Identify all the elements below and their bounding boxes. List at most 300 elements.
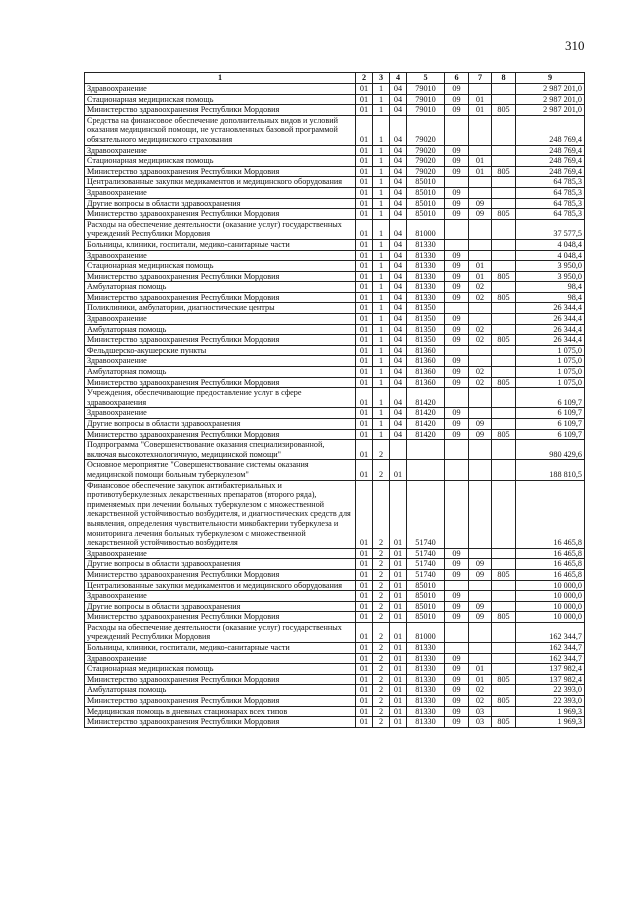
row-name-cell: Медицинская помощь в дневных стационарах всех типов (85, 706, 356, 717)
row-name-cell: Стационарная медицинская помощь (85, 261, 356, 272)
code-section-cell: 09 (445, 314, 469, 325)
code-section-cell: 09 (445, 105, 469, 116)
code-ministry-cell (492, 356, 516, 367)
code-ministry-cell (492, 653, 516, 664)
code-ministry-cell (492, 219, 516, 239)
amount-cell: 4 048,4 (516, 250, 585, 261)
table-row (85, 408, 585, 419)
table-row (85, 166, 585, 177)
code-direction-cell: 81420 (407, 388, 445, 408)
code-activity-cell: 01 (390, 685, 407, 696)
code-section-cell: 09 (445, 419, 469, 430)
code-ministry-cell (492, 580, 516, 591)
code-program-cell: 01 (356, 548, 373, 559)
code-subsection-cell: 09 (469, 569, 492, 580)
table-row (85, 674, 585, 685)
code-subsection-cell: 09 (469, 209, 492, 220)
code-activity-cell: 01 (390, 664, 407, 675)
code-ministry-cell (492, 115, 516, 145)
code-subsection-cell (469, 480, 492, 548)
code-program-cell: 01 (356, 198, 373, 209)
code-activity-cell: 04 (390, 166, 407, 177)
column-header: 9 (516, 73, 585, 84)
code-direction-cell: 81350 (407, 324, 445, 335)
code-direction-cell: 51740 (407, 569, 445, 580)
code-ministry-cell (492, 706, 516, 717)
code-direction-cell: 51740 (407, 548, 445, 559)
code-ministry-cell: 805 (492, 377, 516, 388)
code-ministry-cell (492, 388, 516, 408)
table-row (85, 94, 585, 105)
code-subprogram-cell: 2 (373, 601, 390, 612)
code-subprogram-cell: 2 (373, 664, 390, 675)
code-subprogram-cell: 2 (373, 674, 390, 685)
code-subprogram-cell: 2 (373, 706, 390, 717)
code-ministry-cell: 805 (492, 696, 516, 707)
code-activity-cell: 04 (390, 250, 407, 261)
amount-cell: 980 429,6 (516, 440, 585, 460)
code-subprogram-cell: 1 (373, 271, 390, 282)
code-ministry-cell (492, 324, 516, 335)
code-section-cell: 09 (445, 559, 469, 570)
code-subprogram-cell: 1 (373, 105, 390, 116)
code-program-cell: 01 (356, 388, 373, 408)
code-subprogram-cell: 1 (373, 166, 390, 177)
amount-cell: 16 465,8 (516, 548, 585, 559)
code-direction-cell: 79020 (407, 115, 445, 145)
code-program-cell: 01 (356, 643, 373, 654)
code-subprogram-cell: 1 (373, 324, 390, 335)
code-section-cell: 09 (445, 209, 469, 220)
code-direction-cell: 85010 (407, 580, 445, 591)
row-name-cell: Амбулаторная помощь (85, 367, 356, 378)
amount-cell: 188 810,5 (516, 460, 585, 480)
code-activity-cell: 04 (390, 367, 407, 378)
code-ministry-cell (492, 601, 516, 612)
code-ministry-cell (492, 408, 516, 419)
code-ministry-cell (492, 303, 516, 314)
table-body (85, 84, 585, 728)
amount-cell: 6 109,7 (516, 419, 585, 430)
row-name-cell: Министерство здравоохранения Республики Мордовия (85, 105, 356, 116)
code-activity-cell (390, 440, 407, 460)
code-ministry-cell (492, 460, 516, 480)
code-subsection-cell: 09 (469, 419, 492, 430)
code-direction-cell: 81350 (407, 303, 445, 314)
code-subprogram-cell: 1 (373, 156, 390, 167)
code-section-cell: 09 (445, 408, 469, 419)
code-section-cell: 09 (445, 367, 469, 378)
code-program-cell: 01 (356, 84, 373, 95)
code-section-cell: 09 (445, 601, 469, 612)
row-name-cell: Амбулаторная помощь (85, 282, 356, 293)
code-program-cell: 01 (356, 239, 373, 250)
code-subsection-cell: 01 (469, 166, 492, 177)
amount-cell: 137 982,4 (516, 674, 585, 685)
code-program-cell: 01 (356, 429, 373, 440)
row-name-cell: Стационарная медицинская помощь (85, 156, 356, 167)
code-subsection-cell: 01 (469, 105, 492, 116)
code-section-cell: 09 (445, 94, 469, 105)
column-header: 6 (445, 73, 469, 84)
code-program-cell: 01 (356, 145, 373, 156)
amount-cell: 4 048,4 (516, 239, 585, 250)
table-row (85, 388, 585, 408)
table-row (85, 580, 585, 591)
code-subprogram-cell: 1 (373, 115, 390, 145)
table-row (85, 377, 585, 388)
code-subprogram-cell: 1 (373, 261, 390, 272)
amount-cell: 22 393,0 (516, 685, 585, 696)
code-activity-cell: 01 (390, 480, 407, 548)
code-program-cell: 01 (356, 335, 373, 346)
code-subsection-cell: 02 (469, 282, 492, 293)
amount-cell: 2 987 201,0 (516, 84, 585, 95)
code-activity-cell: 01 (390, 653, 407, 664)
code-program-cell: 01 (356, 156, 373, 167)
table-row (85, 622, 585, 642)
code-subprogram-cell: 2 (373, 717, 390, 728)
row-name-cell: Учреждения, обеспечивающие предоставление услуг в сфере здравоохранения (85, 388, 356, 408)
amount-cell: 6 109,7 (516, 429, 585, 440)
table-row (85, 250, 585, 261)
code-subsection-cell (469, 345, 492, 356)
table-row (85, 591, 585, 602)
code-program-cell: 01 (356, 219, 373, 239)
row-name-cell: Здравоохранение (85, 145, 356, 156)
code-subprogram-cell: 1 (373, 145, 390, 156)
code-subsection-cell: 02 (469, 292, 492, 303)
code-subsection-cell (469, 408, 492, 419)
code-direction-cell: 81330 (407, 685, 445, 696)
row-name-cell: Фельдшерско-акушерские пункты (85, 345, 356, 356)
code-activity-cell: 04 (390, 239, 407, 250)
code-subsection-cell (469, 580, 492, 591)
code-activity-cell: 04 (390, 198, 407, 209)
code-subsection-cell (469, 591, 492, 602)
amount-cell: 3 950,0 (516, 271, 585, 282)
code-subsection-cell: 03 (469, 706, 492, 717)
code-subsection-cell (469, 653, 492, 664)
code-activity-cell: 04 (390, 271, 407, 282)
row-name-cell: Больницы, клиники, госпитали, медико-санитарные части (85, 643, 356, 654)
code-subprogram-cell: 1 (373, 303, 390, 314)
code-subprogram-cell: 1 (373, 250, 390, 261)
amount-cell: 37 577,5 (516, 219, 585, 239)
code-program-cell: 01 (356, 187, 373, 198)
table-row (85, 261, 585, 272)
code-section-cell: 09 (445, 356, 469, 367)
code-subsection-cell: 01 (469, 674, 492, 685)
code-section-cell: 09 (445, 156, 469, 167)
row-name-cell: Здравоохранение (85, 84, 356, 95)
column-header: 1 (85, 73, 356, 84)
code-activity-cell: 04 (390, 187, 407, 198)
code-ministry-cell: 805 (492, 717, 516, 728)
code-program-cell: 01 (356, 591, 373, 602)
code-activity-cell: 01 (390, 706, 407, 717)
row-name-cell: Другие вопросы в области здравоохранения (85, 419, 356, 430)
code-subsection-cell (469, 239, 492, 250)
code-direction-cell: 79020 (407, 166, 445, 177)
code-subprogram-cell: 1 (373, 94, 390, 105)
code-ministry-cell (492, 591, 516, 602)
code-direction-cell: 85010 (407, 601, 445, 612)
code-subprogram-cell: 1 (373, 377, 390, 388)
code-activity-cell: 01 (390, 569, 407, 580)
code-subsection-cell: 01 (469, 664, 492, 675)
code-direction-cell: 51740 (407, 480, 445, 548)
code-subprogram-cell: 1 (373, 219, 390, 239)
code-subsection-cell (469, 84, 492, 95)
code-ministry-cell (492, 419, 516, 430)
code-ministry-cell (492, 622, 516, 642)
code-subsection-cell: 09 (469, 559, 492, 570)
code-activity-cell: 04 (390, 177, 407, 188)
amount-cell: 98,4 (516, 282, 585, 293)
table-row (85, 601, 585, 612)
table-row (85, 653, 585, 664)
code-activity-cell: 04 (390, 324, 407, 335)
code-direction-cell: 81330 (407, 261, 445, 272)
code-direction-cell: 85010 (407, 187, 445, 198)
code-subprogram-cell: 1 (373, 419, 390, 430)
amount-cell: 248 769,4 (516, 115, 585, 145)
column-header: 2 (356, 73, 373, 84)
code-subsection-cell: 01 (469, 94, 492, 105)
amount-cell: 26 344,4 (516, 335, 585, 346)
code-program-cell: 01 (356, 292, 373, 303)
code-program-cell: 01 (356, 717, 373, 728)
code-subprogram-cell: 1 (373, 345, 390, 356)
code-direction-cell (407, 440, 445, 460)
row-name-cell: Амбулаторная помощь (85, 324, 356, 335)
code-section-cell: 09 (445, 377, 469, 388)
code-activity-cell: 04 (390, 292, 407, 303)
row-name-cell: Подпрограмма "Совершенствование оказания специализированной, включая высокотехнологичную, медицинской помощи" (85, 440, 356, 460)
code-subprogram-cell: 1 (373, 335, 390, 346)
table-row (85, 429, 585, 440)
row-name-cell: Здравоохранение (85, 250, 356, 261)
code-section-cell: 09 (445, 292, 469, 303)
code-program-cell: 01 (356, 408, 373, 419)
code-direction-cell: 81420 (407, 419, 445, 430)
code-direction-cell: 85010 (407, 177, 445, 188)
table-row (85, 367, 585, 378)
table-row (85, 156, 585, 167)
code-section-cell: 09 (445, 674, 469, 685)
amount-cell: 248 769,4 (516, 145, 585, 156)
code-activity-cell: 01 (390, 612, 407, 623)
code-program-cell: 01 (356, 653, 373, 664)
code-program-cell: 01 (356, 612, 373, 623)
amount-cell: 64 785,3 (516, 209, 585, 220)
row-name-cell: Министерство здравоохранения Республики Мордовия (85, 271, 356, 282)
code-section-cell (445, 388, 469, 408)
code-activity-cell: 01 (390, 643, 407, 654)
code-section-cell (445, 580, 469, 591)
code-direction-cell: 81330 (407, 250, 445, 261)
code-program-cell: 01 (356, 664, 373, 675)
code-ministry-cell (492, 239, 516, 250)
amount-cell: 162 344,7 (516, 622, 585, 642)
code-ministry-cell: 805 (492, 209, 516, 220)
amount-cell: 26 344,4 (516, 303, 585, 314)
row-name-cell: Финансовое обеспечение закупок антибактериальных и противотуберкулезных лекарственных препаратов (второго ряда), применяемых при лечении больных туберкулезом с множественной лекарственной устойчивостью возбудителя, и диагностических средств для выявления, определения чувствительности микобактерии туберкулеза и мониторинга лечения больных туберкулезом с множественной лекарственной устойчивостью возбудителя (85, 480, 356, 548)
code-section-cell: 09 (445, 591, 469, 602)
code-program-cell: 01 (356, 622, 373, 642)
code-subsection-cell (469, 145, 492, 156)
code-section-cell: 09 (445, 612, 469, 623)
code-ministry-cell (492, 261, 516, 272)
amount-cell: 16 465,8 (516, 569, 585, 580)
budget-table (84, 72, 585, 728)
code-activity-cell: 01 (390, 696, 407, 707)
table-row (85, 271, 585, 282)
code-ministry-cell (492, 367, 516, 378)
amount-cell: 162 344,7 (516, 643, 585, 654)
code-program-cell: 01 (356, 94, 373, 105)
code-subsection-cell: 09 (469, 198, 492, 209)
code-activity-cell: 01 (390, 548, 407, 559)
code-ministry-cell (492, 187, 516, 198)
amount-cell: 64 785,3 (516, 177, 585, 188)
code-ministry-cell (492, 314, 516, 325)
code-program-cell: 01 (356, 271, 373, 282)
code-section-cell: 09 (445, 685, 469, 696)
row-name-cell: Расходы на обеспечение деятельности (оказание услуг) государственных учреждений Республики Мордовия (85, 219, 356, 239)
code-subprogram-cell: 2 (373, 685, 390, 696)
code-direction-cell: 81330 (407, 696, 445, 707)
code-ministry-cell (492, 440, 516, 460)
code-subprogram-cell: 2 (373, 612, 390, 623)
row-name-cell: Здравоохранение (85, 356, 356, 367)
amount-cell: 2 987 201,0 (516, 94, 585, 105)
code-subprogram-cell: 1 (373, 356, 390, 367)
code-section-cell: 09 (445, 187, 469, 198)
code-program-cell: 01 (356, 177, 373, 188)
code-subsection-cell: 02 (469, 377, 492, 388)
code-ministry-cell: 805 (492, 674, 516, 685)
code-activity-cell: 01 (390, 674, 407, 685)
code-ministry-cell (492, 559, 516, 570)
code-program-cell: 01 (356, 250, 373, 261)
table-header-row (85, 73, 585, 84)
amount-cell: 3 950,0 (516, 261, 585, 272)
code-direction-cell: 81360 (407, 345, 445, 356)
row-name-cell: Министерство здравоохранения Республики Мордовия (85, 335, 356, 346)
code-ministry-cell (492, 480, 516, 548)
code-section-cell: 09 (445, 706, 469, 717)
amount-cell: 10 000,0 (516, 612, 585, 623)
row-name-cell: Министерство здравоохранения Республики Мордовия (85, 569, 356, 580)
code-program-cell: 01 (356, 569, 373, 580)
code-program-cell: 01 (356, 674, 373, 685)
code-program-cell: 01 (356, 314, 373, 325)
row-name-cell: Централизованные закупки медикаментов и медицинского оборудования (85, 177, 356, 188)
code-subsection-cell: 09 (469, 601, 492, 612)
amount-cell: 248 769,4 (516, 156, 585, 167)
table-row (85, 685, 585, 696)
code-subprogram-cell: 2 (373, 559, 390, 570)
code-direction-cell: 81330 (407, 664, 445, 675)
code-subprogram-cell: 2 (373, 622, 390, 642)
code-section-cell: 09 (445, 696, 469, 707)
table-row (85, 324, 585, 335)
code-subsection-cell: 01 (469, 261, 492, 272)
row-name-cell: Здравоохранение (85, 653, 356, 664)
code-activity-cell: 04 (390, 219, 407, 239)
code-direction-cell: 85010 (407, 612, 445, 623)
code-section-cell: 09 (445, 324, 469, 335)
code-section-cell: 09 (445, 250, 469, 261)
code-activity-cell: 04 (390, 115, 407, 145)
code-program-cell: 01 (356, 261, 373, 272)
code-subprogram-cell: 1 (373, 388, 390, 408)
amount-cell: 64 785,3 (516, 198, 585, 209)
code-section-cell: 09 (445, 569, 469, 580)
code-activity-cell: 04 (390, 261, 407, 272)
code-ministry-cell: 805 (492, 105, 516, 116)
code-subprogram-cell: 2 (373, 460, 390, 480)
code-subprogram-cell: 1 (373, 408, 390, 419)
code-activity-cell: 04 (390, 419, 407, 430)
code-subprogram-cell: 1 (373, 429, 390, 440)
code-section-cell (445, 219, 469, 239)
row-name-cell: Расходы на обеспечение деятельности (оказание услуг) государственных учреждений Республики Мордовия (85, 622, 356, 642)
table-row (85, 419, 585, 430)
code-section-cell: 09 (445, 145, 469, 156)
table-row (85, 219, 585, 239)
row-name-cell: Министерство здравоохранения Республики Мордовия (85, 696, 356, 707)
code-ministry-cell (492, 156, 516, 167)
table-row (85, 706, 585, 717)
code-direction-cell: 81330 (407, 717, 445, 728)
code-subsection-cell: 02 (469, 335, 492, 346)
code-direction-cell: 81420 (407, 408, 445, 419)
table-row (85, 335, 585, 346)
row-name-cell: Министерство здравоохранения Республики Мордовия (85, 292, 356, 303)
code-section-cell (445, 115, 469, 145)
code-section-cell (445, 440, 469, 460)
code-direction-cell: 79010 (407, 84, 445, 95)
code-subsection-cell (469, 187, 492, 198)
table-row (85, 548, 585, 559)
table-row (85, 239, 585, 250)
row-name-cell: Средства на финансовое обеспечение дополнительных видов и условий оказания медицинской помощи, не установленных базовой программой обязательного медицинского страхования (85, 115, 356, 145)
code-direction-cell: 79020 (407, 145, 445, 156)
code-section-cell: 09 (445, 548, 469, 559)
table-row (85, 145, 585, 156)
code-activity-cell: 01 (390, 580, 407, 591)
code-direction-cell: 81330 (407, 653, 445, 664)
code-direction-cell: 81330 (407, 239, 445, 250)
code-program-cell: 01 (356, 580, 373, 591)
row-name-cell: Больницы, клиники, госпитали, медико-санитарные части (85, 239, 356, 250)
row-name-cell: Стационарная медицинская помощь (85, 664, 356, 675)
code-program-cell: 01 (356, 480, 373, 548)
amount-cell: 1 075,0 (516, 356, 585, 367)
table-row (85, 198, 585, 209)
table-row (85, 345, 585, 356)
code-section-cell (445, 480, 469, 548)
code-ministry-cell: 805 (492, 166, 516, 177)
table-row (85, 664, 585, 675)
amount-cell: 137 982,4 (516, 664, 585, 675)
code-section-cell (445, 177, 469, 188)
row-name-cell: Министерство здравоохранения Республики Мордовия (85, 612, 356, 623)
code-activity-cell: 01 (390, 460, 407, 480)
